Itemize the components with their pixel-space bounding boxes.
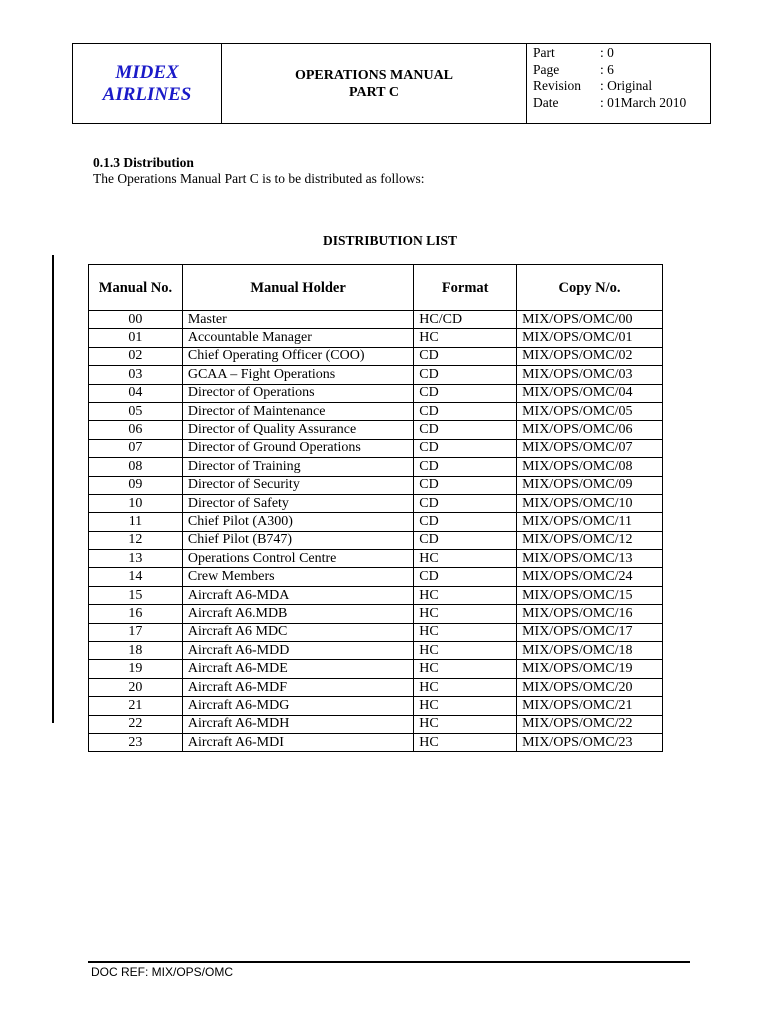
cell-manual-holder: Operations Control Centre — [182, 550, 413, 568]
table-header-row — [89, 265, 663, 311]
table-row — [89, 458, 663, 476]
cell-copy-no: MIX/OPS/OMC/20 — [517, 678, 663, 696]
cell-format: CD — [414, 439, 517, 457]
cell-copy-no: MIX/OPS/OMC/15 — [517, 586, 663, 604]
table-row — [89, 402, 663, 420]
doc-ref: DOC REF: MIX/OPS/OMC — [91, 965, 234, 979]
cell-manual-no: 11 — [89, 513, 183, 531]
cell-manual-no: 19 — [89, 660, 183, 678]
cell-manual-no: 06 — [89, 421, 183, 439]
cell-copy-no: MIX/OPS/OMC/07 — [517, 439, 663, 457]
cell-manual-holder: Director of Safety — [182, 494, 413, 512]
title-line-1: OPERATIONS MANUAL — [294, 67, 454, 83]
cell-manual-no: 22 — [89, 715, 183, 733]
meta-value: : Original — [600, 78, 653, 93]
cell-format: HC — [414, 329, 517, 347]
table-row — [89, 366, 663, 384]
cell-manual-holder: Director of Operations — [182, 384, 413, 402]
document-meta — [527, 44, 710, 123]
meta-date — [533, 95, 710, 112]
cell-format: HC — [414, 697, 517, 715]
cell-manual-no: 04 — [89, 384, 183, 402]
cell-manual-no: 13 — [89, 550, 183, 568]
meta-key: Page — [533, 61, 560, 77]
cell-manual-no: 08 — [89, 458, 183, 476]
table-row — [89, 513, 663, 531]
cell-manual-holder: Aircraft A6-MDD — [182, 642, 413, 660]
table-row — [89, 568, 663, 586]
cell-manual-holder: Chief Pilot (B747) — [182, 531, 413, 549]
cell-format: HC — [414, 678, 517, 696]
table-row — [89, 715, 663, 733]
cell-format: HC — [414, 715, 517, 733]
cell-format: HC/CD — [414, 311, 517, 329]
table-row — [89, 347, 663, 365]
cell-copy-no: MIX/OPS/OMC/05 — [517, 402, 663, 420]
cell-manual-no: 07 — [89, 439, 183, 457]
cell-manual-no: 21 — [89, 697, 183, 715]
section-heading: 0.1.3 Distribution — [93, 155, 194, 170]
cell-manual-holder: Chief Operating Officer (COO) — [182, 347, 413, 365]
document-header — [72, 43, 711, 124]
cell-manual-no: 01 — [89, 329, 183, 347]
cell-manual-holder: Aircraft A6-MDI — [182, 733, 413, 751]
cell-copy-no: MIX/OPS/OMC/06 — [517, 421, 663, 439]
cell-manual-holder: Aircraft A6 MDC — [182, 623, 413, 641]
cell-format: CD — [414, 513, 517, 531]
table-row — [89, 678, 663, 696]
column-header-copy-no: Copy N/o. — [517, 265, 663, 311]
cell-format: HC — [414, 623, 517, 641]
cell-manual-holder: Crew Members — [182, 568, 413, 586]
cell-manual-holder: Director of Security — [182, 476, 413, 494]
meta-value: : 6 — [600, 61, 614, 77]
cell-format: CD — [414, 494, 517, 512]
cell-manual-holder: Director of Maintenance — [182, 402, 413, 420]
cell-format: HC — [414, 642, 517, 660]
cell-manual-no: 20 — [89, 678, 183, 696]
cell-manual-no: 00 — [89, 311, 183, 329]
cell-manual-holder: Aircraft A6.MDB — [182, 605, 413, 623]
meta-revision — [533, 78, 710, 95]
cell-copy-no: MIX/OPS/OMC/00 — [517, 311, 663, 329]
cell-manual-no: 05 — [89, 402, 183, 420]
cell-format: HC — [414, 660, 517, 678]
cell-copy-no: MIX/OPS/OMC/22 — [517, 715, 663, 733]
cell-format: CD — [414, 402, 517, 420]
footer-rule — [88, 961, 690, 963]
cell-copy-no: MIX/OPS/OMC/17 — [517, 623, 663, 641]
cell-format: CD — [414, 531, 517, 549]
logo-line-1: MIDEX — [115, 61, 179, 83]
cell-format: CD — [414, 458, 517, 476]
cell-manual-no: 10 — [89, 494, 183, 512]
cell-format: HC — [414, 605, 517, 623]
column-header-manual-holder: Manual Holder — [182, 265, 413, 311]
distribution-table — [88, 264, 663, 752]
meta-key: Revision — [533, 78, 582, 93]
cell-copy-no: MIX/OPS/OMC/11 — [517, 513, 663, 531]
cell-copy-no: MIX/OPS/OMC/21 — [517, 697, 663, 715]
cell-format: CD — [414, 384, 517, 402]
company-logo — [73, 44, 222, 123]
cell-copy-no: MIX/OPS/OMC/08 — [517, 458, 663, 476]
table-row — [89, 550, 663, 568]
cell-copy-no: MIX/OPS/OMC/09 — [517, 476, 663, 494]
cell-manual-no: 17 — [89, 623, 183, 641]
meta-key: Date — [533, 94, 559, 110]
cell-manual-holder: Aircraft A6-MDF — [182, 678, 413, 696]
cell-manual-no: 02 — [89, 347, 183, 365]
table-row — [89, 733, 663, 751]
meta-part — [533, 45, 710, 62]
cell-manual-holder: Aircraft A6-MDA — [182, 586, 413, 604]
meta-page — [533, 62, 710, 79]
cell-manual-no: 09 — [89, 476, 183, 494]
cell-copy-no: MIX/OPS/OMC/12 — [517, 531, 663, 549]
cell-manual-no: 23 — [89, 733, 183, 751]
cell-manual-no: 18 — [89, 642, 183, 660]
revision-bar — [52, 255, 54, 723]
cell-manual-no: 16 — [89, 605, 183, 623]
table-row — [89, 623, 663, 641]
cell-format: CD — [414, 421, 517, 439]
table-row — [89, 476, 663, 494]
column-header-manual-no: Manual No. — [89, 265, 183, 311]
distribution-list-title: DISTRIBUTION LIST — [323, 233, 457, 248]
table-row — [89, 329, 663, 347]
cell-copy-no: MIX/OPS/OMC/10 — [517, 494, 663, 512]
cell-format: HC — [414, 586, 517, 604]
column-header-format: Format — [414, 265, 517, 311]
table-row — [89, 642, 663, 660]
cell-copy-no: MIX/OPS/OMC/02 — [517, 347, 663, 365]
cell-manual-holder: Aircraft A6-MDG — [182, 697, 413, 715]
cell-copy-no: MIX/OPS/OMC/13 — [517, 550, 663, 568]
table-row — [89, 311, 663, 329]
section-intro: The Operations Manual Part C is to be distributed as follows: — [93, 171, 425, 186]
cell-manual-no: 15 — [89, 586, 183, 604]
cell-copy-no: MIX/OPS/OMC/03 — [517, 366, 663, 384]
cell-manual-no: 03 — [89, 366, 183, 384]
cell-manual-holder: Chief Pilot (A300) — [182, 513, 413, 531]
cell-manual-holder: Aircraft A6-MDE — [182, 660, 413, 678]
cell-manual-no: 12 — [89, 531, 183, 549]
table-row — [89, 439, 663, 457]
table-row — [89, 494, 663, 512]
manual-title — [222, 44, 527, 123]
cell-manual-holder: Accountable Manager — [182, 329, 413, 347]
meta-value: : 0 — [600, 45, 614, 60]
table-row — [89, 531, 663, 549]
table-row — [89, 660, 663, 678]
cell-manual-holder: Director of Training — [182, 458, 413, 476]
cell-format: HC — [414, 550, 517, 568]
cell-manual-holder: Director of Ground Operations — [182, 439, 413, 457]
cell-copy-no: MIX/OPS/OMC/23 — [517, 733, 663, 751]
cell-copy-no: MIX/OPS/OMC/04 — [517, 384, 663, 402]
cell-copy-no: MIX/OPS/OMC/01 — [517, 329, 663, 347]
cell-manual-holder: Director of Quality Assurance — [182, 421, 413, 439]
cell-copy-no: MIX/OPS/OMC/16 — [517, 605, 663, 623]
table-row — [89, 384, 663, 402]
cell-manual-no: 14 — [89, 568, 183, 586]
cell-format: CD — [414, 366, 517, 384]
cell-manual-holder: Master — [182, 311, 413, 329]
table-body — [89, 311, 663, 752]
title-line-2: PART C — [349, 84, 399, 100]
cell-format: HC — [414, 733, 517, 751]
cell-manual-holder: Aircraft A6-MDH — [182, 715, 413, 733]
cell-format: CD — [414, 476, 517, 494]
table-row — [89, 586, 663, 604]
cell-copy-no: MIX/OPS/OMC/24 — [517, 568, 663, 586]
meta-value: : 01March 2010 — [600, 94, 687, 110]
table-row — [89, 421, 663, 439]
logo-line-2: AIRLINES — [102, 83, 192, 105]
cell-copy-no: MIX/OPS/OMC/19 — [517, 660, 663, 678]
table-row — [89, 605, 663, 623]
cell-copy-no: MIX/OPS/OMC/18 — [517, 642, 663, 660]
cell-format: CD — [414, 568, 517, 586]
table-row — [89, 697, 663, 715]
cell-manual-holder: GCAA – Fight Operations — [182, 366, 413, 384]
cell-format: CD — [414, 347, 517, 365]
meta-key: Part — [533, 45, 555, 60]
